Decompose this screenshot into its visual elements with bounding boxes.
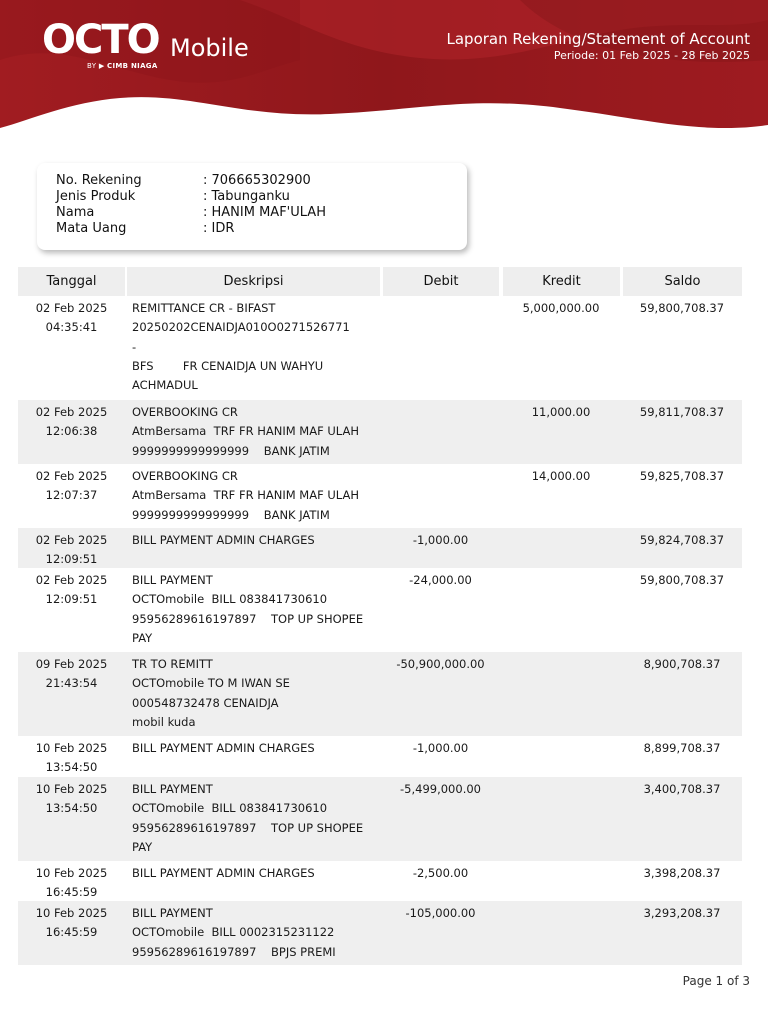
transaction-debit: -105,000.00 <box>405 906 476 920</box>
description-line: AtmBersama TRF FR HANIM MAF ULAH <box>132 424 359 439</box>
account-number-value: : 706665302900 <box>203 173 311 188</box>
description-line: 9999999999999999 BANK JATIM <box>132 507 330 522</box>
transaction-description <box>132 739 382 758</box>
logo-mobile-text: Mobile <box>170 34 249 62</box>
transaction-debit: -1,000.00 <box>412 741 469 755</box>
transaction-time: 12:09:51 <box>45 552 98 567</box>
table-row <box>18 777 742 861</box>
transaction-saldo: 8,900,708.37 <box>643 657 721 671</box>
account-name-value: : HANIM MAF'ULAH <box>203 205 326 220</box>
transaction-date-day: 02 Feb 2025 <box>35 405 108 419</box>
description-line: OVERBOOKING CR <box>132 405 238 419</box>
transaction-date <box>18 467 125 506</box>
table-row <box>18 400 742 464</box>
transaction-date-day: 02 Feb 2025 <box>35 301 108 315</box>
transaction-date <box>18 739 125 778</box>
transaction-date-day: 10 Feb 2025 <box>35 741 108 755</box>
description-line: TR TO REMITT <box>132 657 213 671</box>
transaction-description <box>132 571 382 648</box>
transaction-date <box>18 864 125 903</box>
description-line: 000548732478 CENAIDJA <box>132 695 279 710</box>
transaction-description <box>132 467 382 525</box>
transaction-date <box>18 571 125 610</box>
transaction-saldo: 59,825,708.37 <box>639 469 725 483</box>
description-line: BILL PAYMENT <box>132 906 213 920</box>
transaction-saldo: 59,811,708.37 <box>639 405 725 419</box>
transaction-date <box>18 403 125 442</box>
description-line: mobil kuda <box>132 714 196 729</box>
description-line: REMITTANCE CR - BIFAST <box>132 301 276 315</box>
transaction-date <box>18 299 125 338</box>
table-row <box>18 464 742 528</box>
transaction-time: 13:54:50 <box>45 801 98 816</box>
description-line: 95956289616197897 BPJS PREMI <box>132 944 336 959</box>
transaction-description <box>132 299 382 395</box>
description-line: BILL PAYMENT <box>132 573 213 587</box>
transaction-description <box>132 403 382 461</box>
page-number: Page 1 of 3 <box>682 974 750 988</box>
transaction-description <box>132 864 382 883</box>
transaction-date-day: 10 Feb 2025 <box>35 866 108 880</box>
description-line: OCTOmobile BILL 083841730610 <box>132 801 328 816</box>
transaction-debit: -1,000.00 <box>412 533 469 547</box>
transaction-time: 04:35:41 <box>45 320 98 335</box>
transaction-description <box>132 655 382 732</box>
logo-octo-text: OCTO <box>42 17 159 63</box>
description-line: 9999999999999999 BANK JATIM <box>132 443 330 458</box>
description-line: BILL PAYMENT ADMIN CHARGES <box>132 533 315 547</box>
transaction-date-day: 02 Feb 2025 <box>35 533 108 547</box>
description-line: AtmBersama TRF FR HANIM MAF ULAH <box>132 488 359 503</box>
transaction-date-day: 02 Feb 2025 <box>35 573 108 587</box>
transaction-credit: 5,000,000.00 <box>522 301 600 315</box>
currency-label: Mata Uang <box>56 221 127 236</box>
header-credit: Kredit <box>503 267 620 296</box>
transaction-debit: -24,000.00 <box>409 573 472 587</box>
header-debit: Debit <box>383 267 499 296</box>
transaction-time: 16:45:59 <box>45 925 98 940</box>
transaction-saldo: 59,800,708.37 <box>639 301 725 315</box>
transaction-date-day: 10 Feb 2025 <box>35 906 108 920</box>
report-period: Periode: 01 Feb 2025 - 28 Feb 2025 <box>553 49 750 62</box>
account-name-label: Nama <box>56 205 95 220</box>
transaction-saldo: 8,899,708.37 <box>643 741 721 755</box>
description-line: PAY <box>132 630 153 645</box>
description-line: 20250202CENAIDJA010O0271526771 <box>132 320 350 335</box>
table-row <box>18 528 742 568</box>
description-line: OCTOmobile BILL 083841730610 <box>132 592 328 607</box>
transaction-credit: 14,000.00 <box>531 469 591 483</box>
currency-value: : IDR <box>203 221 235 236</box>
transaction-time: 12:09:51 <box>45 592 98 607</box>
description-line: BILL PAYMENT <box>132 782 213 796</box>
transaction-debit: -2,500.00 <box>412 866 469 880</box>
description-line: OCTOmobile TO M IWAN SE <box>132 676 290 691</box>
header-saldo: Saldo <box>623 267 742 296</box>
table-row <box>18 736 742 777</box>
transaction-time: 12:06:38 <box>45 424 98 439</box>
table-row <box>18 296 742 400</box>
logo-by-label: BY <box>87 62 97 70</box>
transaction-description <box>132 904 382 962</box>
description-line: OCTOmobile BILL 0002315231122 <box>132 925 335 940</box>
transaction-time: 21:43:54 <box>45 676 98 691</box>
transaction-saldo: 3,293,208.37 <box>643 906 721 920</box>
transaction-saldo: 59,824,708.37 <box>639 533 725 547</box>
transaction-debit: -50,900,000.00 <box>396 657 485 671</box>
description-line: BILL PAYMENT ADMIN CHARGES <box>132 866 315 880</box>
description-line: BFS FR CENAIDJA UN WAHYU <box>132 358 324 373</box>
transaction-description <box>132 780 382 857</box>
transaction-debit: -5,499,000.00 <box>400 782 481 796</box>
description-line: 95956289616197897 TOP UP SHOPEE <box>132 820 364 835</box>
table-row <box>18 861 742 901</box>
report-title-block <box>447 30 751 63</box>
report-title: Laporan Rekening/Statement of Account <box>446 30 750 48</box>
account-info-card <box>37 163 467 250</box>
transaction-date <box>18 655 125 694</box>
logo-by-text <box>87 62 158 71</box>
table-body <box>18 296 742 965</box>
cimb-icon: ▶ <box>98 62 105 70</box>
transaction-date <box>18 780 125 819</box>
header-description: Deskripsi <box>127 267 380 296</box>
account-number-label: No. Rekening <box>56 173 142 188</box>
transaction-time: 12:07:37 <box>45 488 98 503</box>
transactions-table <box>18 267 742 965</box>
table-header <box>18 267 742 296</box>
transaction-date <box>18 904 125 943</box>
transaction-credit: 11,000.00 <box>531 405 591 419</box>
description-line: 95956289616197897 TOP UP SHOPEE <box>132 611 364 626</box>
product-type-label: Jenis Produk <box>56 189 136 204</box>
transaction-date-day: 10 Feb 2025 <box>35 782 108 796</box>
transaction-date-day: 02 Feb 2025 <box>35 469 108 483</box>
transaction-time: 13:54:50 <box>45 760 98 775</box>
transaction-saldo: 59,800,708.37 <box>639 573 725 587</box>
table-row <box>18 901 742 965</box>
description-line: PAY <box>132 839 153 854</box>
description-line: - <box>132 339 137 354</box>
product-type-value: : Tabunganku <box>203 189 290 204</box>
transaction-saldo: 3,400,708.37 <box>643 782 721 796</box>
header-date: Tanggal <box>18 267 125 296</box>
transaction-date <box>18 531 125 570</box>
transaction-date-day: 09 Feb 2025 <box>35 657 108 671</box>
transaction-time: 16:45:59 <box>45 885 98 900</box>
description-line: ACHMADUL <box>132 378 198 393</box>
transaction-description <box>132 531 382 550</box>
description-line: BILL PAYMENT ADMIN CHARGES <box>132 741 315 755</box>
table-row <box>18 652 742 736</box>
transaction-saldo: 3,398,208.37 <box>643 866 721 880</box>
logo-bank-name: CIMB NIAGA <box>107 62 158 70</box>
table-row <box>18 568 742 652</box>
description-line: OVERBOOKING CR <box>132 469 238 483</box>
